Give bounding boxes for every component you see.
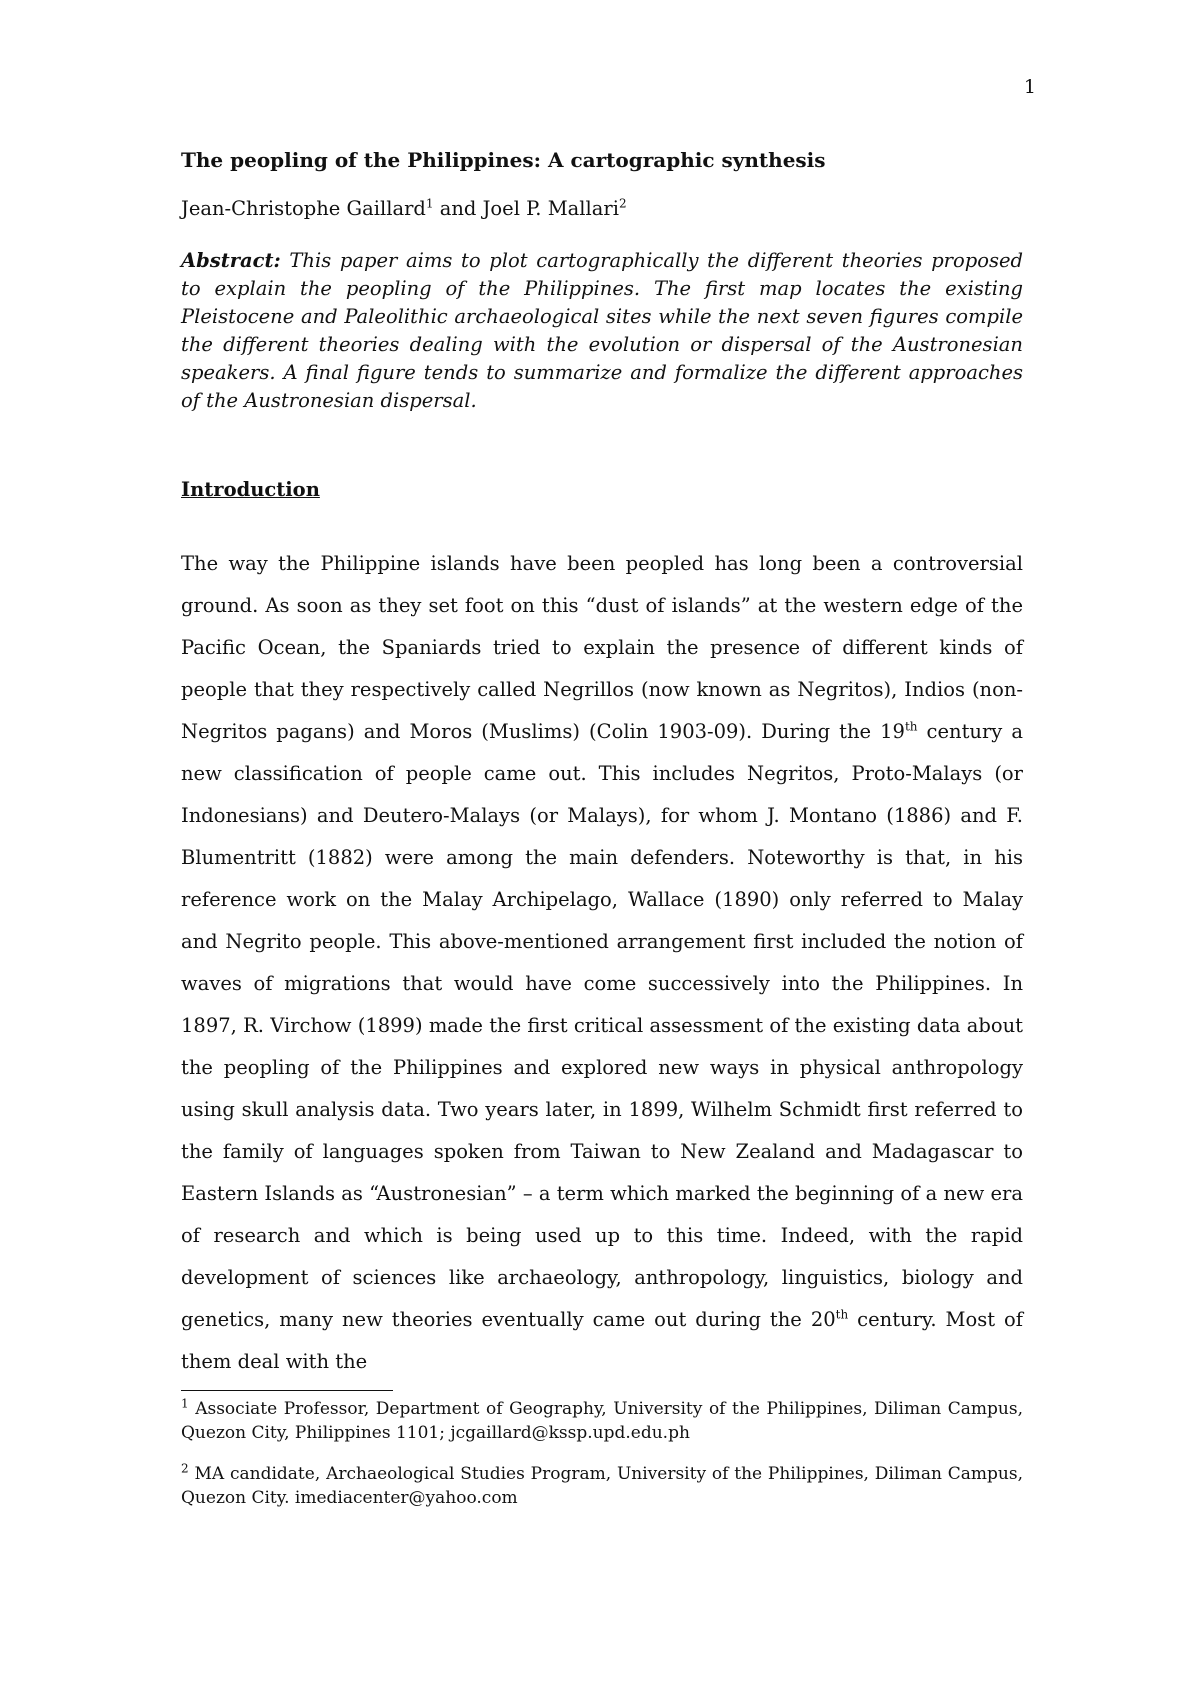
author-1-name: Jean-Christophe Gaillard (181, 197, 426, 220)
abstract (181, 247, 1023, 415)
footnote-1 (181, 1397, 1023, 1445)
footnotes (181, 1390, 1023, 1510)
abstract-text: This paper aims to plot cartographically the different theories proposed to explain the peopling of the Philippines. The first map locates the existing Pleistocene and Paleolithic archaeological sites while the next seven figures compile the different theories dealing with the evolution or dispersal of the Austronesian speakers. A final figure tends to summarize and formalize the different approaches of the Austronesian dispersal. (181, 249, 1023, 412)
author-line (181, 195, 1023, 223)
footnote-separator (181, 1390, 393, 1391)
paragraph-text-part-2: century a new classification of people came out. This includes Negritos, Proto-Malays (or Indonesians) and Deutero-Malays (or Malays), for whom J. Montano (1886) and F. Blumentritt (1882) were among the main defenders. Noteworthy is that, in his reference work on the Malay Archipelago, Wallace (1890) only referred to Malay and Negrito people. This above-mentioned arrangement first included the notion of waves of migrations that would have come successively into the Philippines. In 1897, R. Virchow (1899) made the first critical assessment of the existing data about the peopling of the Philippines and explored new ways in physical anthropology using skull analysis data. Two years later, in 1899, Wilhelm Schmidt first referred to the family of languages spoken from Taiwan to New Zealand and Madagascar to Eastern Islands as “Austronesian” – a term which marked the beginning of a new era of research and which is being used up to this time. Indeed, with the rapid development of sciences like archaeology, anthropology, linguistics, biology and genetics, many new theories eventually came out during the 20 (181, 720, 1023, 1331)
section-heading-introduction: Introduction (181, 478, 320, 501)
introduction-paragraph (181, 543, 1023, 1383)
author-2-footnote-mark: 2 (618, 196, 627, 211)
paragraph-text-part-3: century. Most of them deal with the (181, 1308, 1023, 1373)
main-content (181, 146, 1023, 1383)
footnote-2-text: MA candidate, Archaeological Studies Program, University of the Philippines, Diliman Campus, Quezon City. imediacenter@yahoo.com (181, 1464, 1023, 1508)
ordinal-suffix-2: th (835, 1307, 849, 1322)
footnote-2-mark: 2 (181, 1461, 189, 1476)
author-connector: and (433, 197, 483, 220)
footnote-1-mark: 1 (181, 1396, 189, 1411)
footnote-1-text: Associate Professor, Department of Geography, University of the Philippines, Diliman Campus, Quezon City, Philippines 1101; jcgaillard@kssp.upd.edu.ph (181, 1399, 1023, 1443)
paragraph-text-part-1: The way the Philippine islands have been peopled has long been a controversial ground. As soon as they set foot on this “dust of islands” at the western edge of the Pacific Ocean, the Spaniards tried to explain the presence of different kinds of people that they respectively called Negrillos (now known as Negritos), Indios (non-Negritos pagans) and Moros (Muslims) (Colin 1903-09). During the 19 (181, 552, 1023, 743)
author-1-footnote-mark: 1 (425, 196, 434, 211)
paper-title: The peopling of the Philippines: A cartographic synthesis (181, 148, 826, 172)
footnote-2 (181, 1462, 1023, 1510)
author-2-name: Joel P. Mallari (482, 197, 619, 220)
abstract-label: Abstract: (181, 249, 281, 272)
ordinal-suffix-1: th (904, 719, 918, 734)
page-number: 1 (1023, 76, 1036, 98)
